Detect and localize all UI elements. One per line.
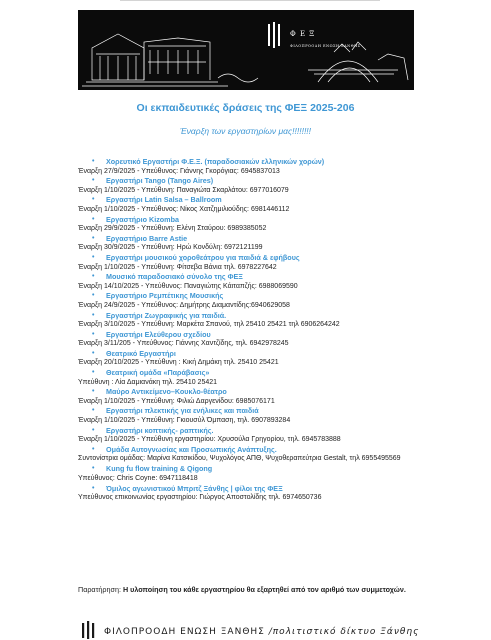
workshop-detail: Έναρξη 1/10/2025 - Υπεύθυνη: Φίτσεβα Βάνια τηλ. 6978227642 bbox=[78, 263, 277, 271]
workshop-name bbox=[78, 311, 438, 321]
page-subtitle: Έναρξη των εργαστηρίων μας!!!!!!!! bbox=[179, 126, 312, 136]
workshop-name-text: Εργαστήρι μουσικού χοροθεάτρου για παιδιά & εφήβους bbox=[106, 252, 300, 262]
workshop-name bbox=[78, 484, 438, 494]
workshop-name bbox=[78, 464, 438, 474]
bullet-icon: • bbox=[92, 177, 95, 185]
workshop-detail: Έναρξη 1/10/2025 - Υπεύθυνη: Φιλιώ Δαργενίδου: 6985076171 bbox=[78, 397, 275, 405]
workshop-detail: Έναρξη 3/10/2025 - Υπεύθυνη: Μαρκέτα Σπανού, τηλ 25410 25421 τηλ 6906264242 bbox=[78, 321, 340, 329]
workshop-name bbox=[78, 406, 438, 416]
workshop-entry bbox=[78, 215, 438, 234]
workshop-entry bbox=[78, 445, 438, 465]
workshop-entry bbox=[78, 406, 438, 425]
workshop-name bbox=[78, 176, 438, 186]
footer-org-text bbox=[104, 627, 419, 637]
workshop-entry bbox=[78, 387, 438, 406]
workshop-detail: Υπεύθυνη : Λία Δαμιανάκη τηλ. 25410 25421 bbox=[78, 378, 218, 386]
workshop-name bbox=[78, 387, 438, 397]
bullet-icon: • bbox=[92, 388, 95, 396]
workshop-name bbox=[78, 215, 438, 225]
workshop-name bbox=[78, 330, 438, 340]
bullet-icon: • bbox=[92, 484, 95, 492]
workshop-entry bbox=[78, 368, 438, 387]
bullet-icon: • bbox=[92, 445, 95, 453]
workshop-detail: Έναρξη 1/10/2025 - Υπεύθυνη: Παναγιώτα Σκαρλάτου: 6977016079 bbox=[78, 186, 289, 194]
workshop-name-text: Εργαστήρι Ελεύθερου σχεδίου bbox=[106, 329, 211, 339]
bullet-icon: • bbox=[92, 369, 95, 377]
workshop-name-text: Χορευτικό Εργαστήρι Φ.Ε.Ξ. (παραδοσιακών ελληνικών χορών) bbox=[106, 157, 325, 166]
bullet-icon: • bbox=[92, 158, 95, 165]
workshop-entry bbox=[78, 311, 438, 330]
header-logo-subtext: ΦΙΛΟΠΡΟΟΔΗ ΕΝΩΣΗ ΞΑΝΘΗΣ bbox=[290, 44, 361, 48]
workshop-name-text: Μαύρο Αντικείμενο–Κουκλο-θέατρο bbox=[106, 387, 227, 397]
bullet-icon: • bbox=[92, 330, 95, 338]
workshop-name bbox=[78, 426, 438, 436]
workshop-name-text: Εργαστήριο Barre Astie bbox=[106, 233, 188, 243]
workshop-detail: Έναρξη 29/9/2025 - Υπεύθυνη: Ελένη Σταύρου: 6989385052 bbox=[78, 225, 267, 233]
bullet-icon: • bbox=[92, 292, 95, 300]
workshop-entry bbox=[78, 349, 438, 368]
workshop-name bbox=[78, 291, 438, 301]
workshop-entry bbox=[78, 272, 438, 291]
workshop-detail: Έναρξη 27/9/2025 - Υπεύθυνος: Γιάννης Γκορόγιας: 6945837013 bbox=[78, 167, 280, 175]
workshop-detail: Έναρξη 30/9/2025 - Υπεύθυνη: Ηρώ Κονδύλη: 6972121199 bbox=[78, 244, 263, 252]
workshop-entry bbox=[78, 157, 438, 176]
workshop-name bbox=[78, 157, 438, 167]
bullet-icon: • bbox=[92, 349, 95, 357]
workshop-name-text: Εργαστήρι Latin Salsa – Ballroom bbox=[106, 195, 222, 205]
workshop-entry bbox=[78, 330, 438, 349]
workshop-entry bbox=[78, 234, 438, 253]
workshop-name bbox=[78, 272, 438, 282]
workshop-entry bbox=[78, 253, 438, 272]
footer-logo-icon bbox=[80, 620, 98, 640]
workshop-name bbox=[78, 368, 438, 378]
bullet-icon: • bbox=[92, 215, 95, 223]
workshop-list bbox=[78, 157, 438, 503]
workshop-entry bbox=[78, 195, 438, 214]
header-logo-text: Φ Ε Ξ bbox=[290, 30, 316, 38]
workshop-entry bbox=[78, 484, 438, 503]
bullet-icon: • bbox=[92, 196, 95, 204]
workshop-name-text: Όμιλος αγωνιστικού Μπριτζ Ξάνθης | φίλοι της ΦΕΞ bbox=[106, 483, 283, 493]
workshop-detail: Έναρξη 1/10/2025 - Υπεύθυνη: Γκιουσύλ Όμπαση, τηλ. 6907893284 bbox=[78, 417, 291, 425]
workshop-detail: Έναρξη 24/9/2025 - Υπεύθυνος: Δημήτρης Διαμαντίδης:6940629058 bbox=[78, 301, 290, 309]
workshop-detail: Συντονίστρια ομάδας: Μαρίνα Κατσικίδου, Ψυχολόγος ΑΠΘ, Ψυχοθεραπεύτρια Gestalt, τηλ 6955495569 bbox=[78, 455, 401, 463]
workshop-name-text: Εργαστήρι κοπτικής- ραπτικής. bbox=[106, 425, 214, 435]
workshop-entry bbox=[78, 291, 438, 310]
workshop-name-text: Θεατρικό Εργαστήρι bbox=[106, 348, 176, 358]
workshop-detail: Έναρξη 1/10/2025 - Υπεύθυνη εργαστηρίου: Χρυσούλα Γρηγορίου, τηλ. 6945783888 bbox=[78, 436, 341, 444]
workshop-name bbox=[78, 349, 438, 359]
workshop-name-text: Εργαστήρι Tango (Tango Aires) bbox=[106, 176, 214, 186]
workshop-name-text: Θεατρική ομάδα «Παράβασις» bbox=[106, 368, 210, 378]
bullet-icon: • bbox=[92, 426, 95, 434]
workshop-detail: Υπεύθυνος: Chris Coyne: 6947118418 bbox=[78, 475, 198, 482]
footer-tagline: /πολιτιστικό δίκτυο Ξάνθης bbox=[268, 627, 420, 637]
workshop-name-text: Εργαστήρι Ζωγραφικής για παιδιά. bbox=[106, 310, 227, 320]
bullet-icon: • bbox=[92, 253, 95, 261]
note-bold-text: Η υλοποίηση του κάθε εργαστηρίου θα εξαρτηθεί από τον αριθμό των συμμετοχών. bbox=[122, 585, 406, 594]
workshop-detail: Υπεύθυνος επικοινωνίας εργαστηρίου: Γιώργος Αποστολίδης τηλ. 6974650736 bbox=[78, 494, 322, 502]
workshop-name bbox=[78, 195, 438, 205]
workshop-name-text: Kung fu flow training & Qigong bbox=[106, 464, 213, 474]
bullet-icon: • bbox=[92, 273, 95, 281]
workshop-name-text: Εργαστήριο Ρεμπέτικης Μουσικής bbox=[106, 291, 224, 301]
workshop-entry bbox=[78, 176, 438, 195]
workshop-detail: Έναρξη 20/10/2025 - Υπεύθυνη : Κική Δημάκη τηλ. 25410 25421 bbox=[78, 359, 279, 367]
bullet-icon: • bbox=[92, 407, 95, 415]
workshop-name bbox=[78, 253, 438, 263]
workshop-name bbox=[78, 234, 438, 244]
bullet-icon: • bbox=[92, 465, 95, 473]
header-banner bbox=[78, 10, 414, 90]
workshop-detail: Έναρξη 14/10/2025 - Υπεύθυνος: Παναγιώτης Κάιταπζής: 6988069590 bbox=[78, 282, 298, 290]
workshop-detail: Έναρξη 3/11/205 - Υπεύθυνος: Γιάννης Χαντζίδης, τηλ. 6942978245 bbox=[78, 340, 289, 348]
workshop-name-text: Ομάδα Αυτογνωσίας και Προσωπικής Ανάπτυξης. bbox=[106, 444, 277, 454]
workshop-entry bbox=[78, 464, 438, 483]
footer-org-name: ΦΙΛΟΠΡΟΟΔΗ ΕΝΩΣΗ ΞΑΝΘΗΣ bbox=[104, 627, 265, 637]
header-top-rule bbox=[120, 0, 380, 4]
page-title: Οι εκπαιδευτικές δράσεις της ΦΕΞ 2025-206 bbox=[136, 102, 355, 114]
workshop-name bbox=[78, 445, 438, 455]
workshop-entry bbox=[78, 426, 438, 445]
bullet-icon: • bbox=[92, 311, 95, 319]
building-sketch-illustration bbox=[78, 10, 414, 90]
note-prefix: Παρατήρηση: bbox=[78, 585, 123, 594]
workshop-detail: Έναρξη 1/10/2025 - Υπεύθυνος: Νίκος Χατζημιλιούδης: 6981446112 bbox=[78, 205, 290, 213]
note-paragraph bbox=[78, 585, 433, 595]
bullet-icon: • bbox=[92, 234, 95, 242]
workshop-name-text: Εργαστήριο Kizomba bbox=[106, 214, 179, 224]
workshop-name-text: Εργαστήρι πλεκτικής για ενήλικες και παιδιά bbox=[106, 406, 259, 416]
workshop-name-text: Μουσικό παραδοσιακό σύνολο της ΦΕΞ bbox=[106, 272, 243, 282]
